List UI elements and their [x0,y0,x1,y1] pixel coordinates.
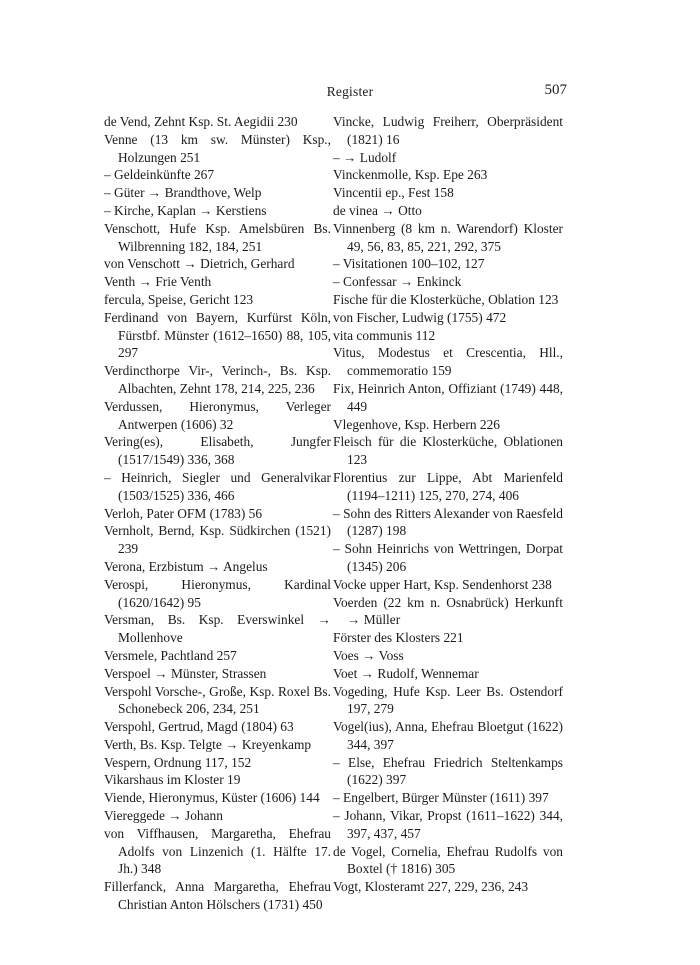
index-entry: – Engelbert, Bürger Münster (1611) 397 [333,790,549,806]
index-entry: Vinckenmolle, Ksp. Epe 263 [333,167,488,183]
index-entry: Vogeding, Hufe Ksp. Leer Bs. Ostendorf 197, 279 [333,683,563,717]
index-entry: von Venschott → Dietrich, Gerhard [104,256,295,272]
index-entry: Versman, Bs. Ksp. Everswinkel → Mollenhove [104,612,331,646]
index-entry: fercula, Speise, Gericht 123 [104,291,254,307]
index-entry: Förster des Klosters 221 [333,630,464,646]
index-entry: Verspoel → Münster, Strassen [104,665,267,681]
index-entry: Verloh, Pater OFM (1783) 56 [104,505,263,521]
index-entry: Verth, Bs. Ksp. Telgte → Kreyenkamp [104,736,312,752]
index-entry: Fische für die Klosterküche, Oblation 123 [333,291,559,307]
index-entry: – Visitationen 100–102, 127 [333,256,485,272]
index-entry: Viende, Hieronymus, Küster (1606) 144 [104,790,320,806]
index-entry: Voerden (22 km n. Osnabrück) Herkunft → Müller [333,594,563,628]
running-header-title: Register [326,84,374,99]
index-entry: – Heinrich, Siegler und Generalvikar (1503/1525) 336, 466 [104,469,331,503]
index-entry: Verspohl, Gertrud, Magd (1804) 63 [104,719,294,735]
index-entry: Venschott, Hufe Ksp. Amelsbüren Bs. Wilbrenning 182, 184, 251 [104,220,331,254]
index-entry: – Sohn des Ritters Alexander von Raesfeld (1287) 198 [333,505,563,539]
index-entry: Venne (13 km sw. Münster) Ksp., Holzungen 251 [104,131,331,165]
index-entry: – → Ludolf [333,149,397,165]
index-entry: Vitus, Modestus et Crescentia, Hll., commemoratio 159 [333,345,563,379]
index-entry: Vlegenhove, Ksp. Herbern 226 [333,416,500,432]
index-entry: Vincentii ep., Fest 158 [333,185,454,201]
index-entry: Vogt, Klosteramt 227, 229, 236, 243 [333,879,529,895]
index-entry: Vocke upper Hart, Ksp. Sendenhorst 238 [333,576,552,592]
index-entry: Verdincthorpe Vir-, Verinch-, Bs. Ksp. Albachten, Zehnt 178, 214, 225, 236 [104,363,331,396]
index-entry: Vikarshaus im Kloster 19 [104,772,241,788]
index-entry: Verona, Erzbistum → Angelus [104,558,268,574]
index-entry: Vinnenberg (8 km n. Warendorf) Kloster 49, 56, 83, 85, 221, 292, 375 [333,220,563,254]
index-entry: Vering(es), Elisabeth, Jungfer (1517/1549) 336, 368 [104,434,331,468]
index-entry: – Johann, Vikar, Propst (1611–1622) 344, 397, 437, 457 [333,808,563,841]
index-entry: de Vogel, Cornelia, Ehefrau Rudolfs von Boxtel († 1816) 305 [333,843,563,877]
index-entry: Fix, Heinrich Anton, Offiziant (1749) 448, 449 [333,380,563,414]
index-entry: – Kirche, Kaplan → Kerstiens [104,202,267,218]
index-entry: Vespern, Ordnung 117, 152 [104,754,252,770]
index-entry: de Vend, Zehnt Ksp. St. Aegidii 230 [104,114,298,129]
index-entry: – Else, Ehefrau Friedrich Steltenkamps (1622) 397 [333,754,563,788]
index-entry: – Confessar → Enkinck [333,274,462,290]
page-number: 507 [544,82,567,98]
index-entry: Verospi, Hieronymus, Kardinal (1620/1642) 95 [104,576,331,610]
index-entry: Ferdinand von Bayern, Kurfürst Köln, Fürstbf. Münster (1612–1650) 88, 105, 297 [104,309,331,361]
index-entry: Vogel(ius), Anna, Ehefrau Bloetgut (1622) 344, 397 [333,719,563,752]
index-entry: Viereggede → Johann [104,808,223,824]
index-entry: – Güter → Brandthove, Welp [104,185,262,201]
index-entry: Fillerfanck, Anna Margaretha, Ehefrau Christian Anton Hölschers (1731) 450 [104,879,331,913]
index-entry: de vinea → Otto [333,202,422,218]
index-entry: Versmele, Pachtland 257 [104,647,237,663]
index-entry: Fleisch für die Klosterküche, Oblationen 123 [333,434,563,468]
index-entry: vita communis 112 [333,327,436,343]
index-entry: – Geldeinkünfte 267 [104,167,215,183]
index-entry: Vincke, Ludwig Freiherr, Oberpräsident (1821) 16 [333,114,563,147]
index-entry: von Fischer, Ludwig (1755) 472 [333,309,507,325]
index-column-left [104,113,331,914]
index-entry: von Viffhausen, Margaretha, Ehefrau Adolfs von Linzenich (1. Hälfte 17. Jh.) 348 [104,825,331,877]
index-column-right [333,113,563,896]
index-entry: Verdussen, Hieronymus, Verleger Antwerpen (1606) 32 [104,398,331,432]
index-entry: Vernholt, Bernd, Ksp. Südkirchen (1521) 239 [104,523,331,557]
index-entry: Verspohl Vorsche-, Große, Ksp. Roxel Bs. Schonebeck 206, 234, 251 [104,683,331,717]
index-entry: Florentius zur Lippe, Abt Marienfeld (1194–1211) 125, 270, 274, 406 [333,469,563,503]
index-entry: Voet → Rudolf, Wennemar [333,665,479,681]
index-entry: – Sohn Heinrichs von Wettringen, Dorpat (1345) 206 [333,541,563,574]
index-entry: Voes → Voss [333,647,404,663]
index-entry: Venth → Frie Venth [104,274,212,290]
